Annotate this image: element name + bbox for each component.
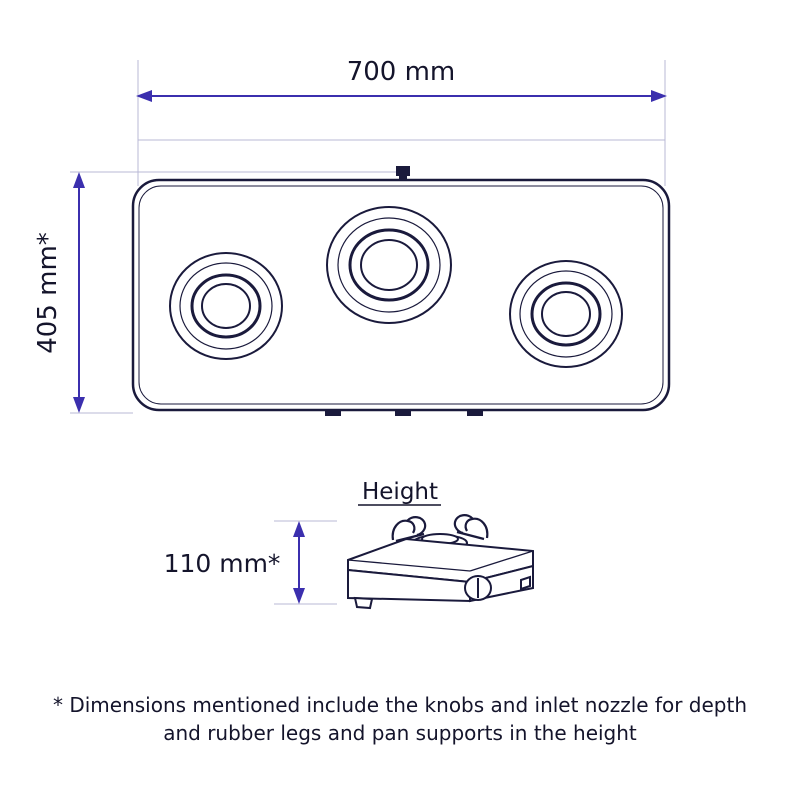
width-label: 700 mm <box>346 57 456 87</box>
footnote-line-1: * Dimensions mentioned include the knobs and inlet nozzle for depth <box>52 693 748 717</box>
height-heading-group <box>358 479 441 505</box>
footnote-line-2: and rubber legs and pan supports in the height <box>163 721 637 745</box>
right-burner <box>510 261 622 367</box>
height-arrow-bottom <box>293 588 305 604</box>
depth-arrow-bottom <box>73 397 85 413</box>
cooktop-top-view <box>133 166 669 416</box>
control-knob <box>465 576 491 600</box>
height-arrow-top <box>293 521 305 537</box>
depth-arrow-top <box>73 172 85 188</box>
cooktop-side-view <box>348 515 533 608</box>
height-label: 110 mm* <box>163 549 281 578</box>
height-dimension <box>164 521 337 604</box>
width-dimension <box>136 57 667 102</box>
footnote <box>53 693 747 745</box>
center-burner <box>327 207 451 323</box>
depth-label: 405 mm* <box>33 232 63 354</box>
depth-dimension <box>33 172 85 413</box>
height-heading: Height <box>361 479 439 505</box>
left-burner <box>170 253 282 359</box>
